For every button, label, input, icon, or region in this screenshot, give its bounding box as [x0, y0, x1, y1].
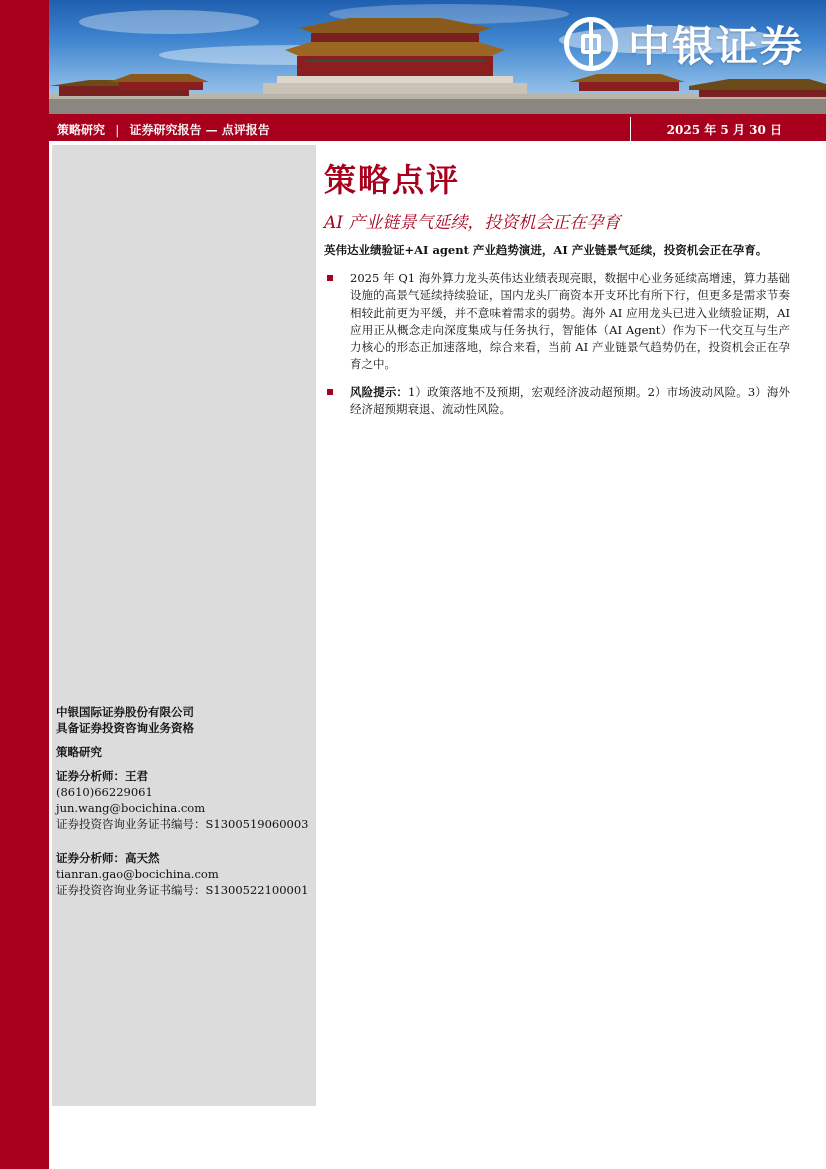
sidebar-panel [52, 145, 316, 1106]
company-logo [564, 14, 804, 74]
key-points-list [324, 270, 790, 418]
analyst-email[interactable]: jun.wang@bocichina.com [56, 801, 206, 815]
boc-logo-icon [564, 17, 618, 71]
qualification: 具备证券投资咨询业务资格 [56, 721, 194, 735]
report-lead: 英伟达业绩验证+AI agent 产业趋势演进，AI 产业链景气延续，投资机会正在孕育。 [324, 243, 768, 257]
logo-text: 中银证券 [627, 22, 804, 71]
department: 策略研究 [56, 745, 102, 759]
risk-label: 风险提示： [350, 384, 409, 399]
analyst-title: 证券分析师：高天然 [56, 851, 160, 865]
report-subtitle: AI 产业链景气延续，投资机会正在孕育 [324, 213, 621, 233]
analyst-email[interactable]: tianran.gao@bocichina.com [56, 867, 219, 881]
report-date: 2025 年 5 月 30 日 [666, 123, 782, 137]
analyst-license: 证券投资咨询业务证书编号：S1300522100001 [56, 883, 309, 897]
risk-warning [324, 384, 790, 419]
company-name: 中银国际证券股份有限公司 [56, 705, 194, 719]
header-divider [630, 117, 631, 141]
page-title: 策略点评 [324, 161, 461, 199]
report-main [324, 158, 790, 428]
sidebar-info [56, 704, 314, 898]
key-point [324, 270, 790, 374]
report-type: 证券研究报告 — 点评报告 [129, 123, 270, 137]
header-banner [49, 0, 826, 114]
square-bullet-icon [327, 275, 333, 281]
left-accent-bar [0, 0, 49, 1169]
risk-text: 1）政策落地不及预期，宏观经济波动超预期。2）市场波动风险。3）海外经济超预期衰退、流动性风险。 [350, 384, 791, 417]
header-separator: | [115, 123, 120, 137]
square-bullet-icon [327, 389, 333, 395]
report-category-line [57, 121, 270, 138]
analyst-title: 证券分析师：王君 [56, 769, 148, 783]
key-point-text: 2025 年 Q1 海外算力龙头英伟达业绩表现亮眼，数据中心业务延续高增速，算力基础设施的高景气延续持续验证，国内龙头厂商资本开支环比有所下行，但更多是需求节奏相较此前更为平缓，并不意味着需求的弱势。海外 AI 应用龙头已进入业绩验证期，AI 应用正从概念走向深度集成与任务执行，智能体（AI Agent）作为下一代交互与生产力核心的形态正加速落地，综合来看，当前 AI 产业链景气趋势仍在，投资机会正在孕育之中。 [350, 271, 790, 372]
analyst-phone: (8610)66229061 [56, 785, 153, 799]
report-header-bar [49, 117, 826, 141]
analyst-license: 证券投资咨询业务证书编号：S1300519060003 [56, 817, 309, 831]
report-category: 策略研究 [57, 123, 106, 137]
